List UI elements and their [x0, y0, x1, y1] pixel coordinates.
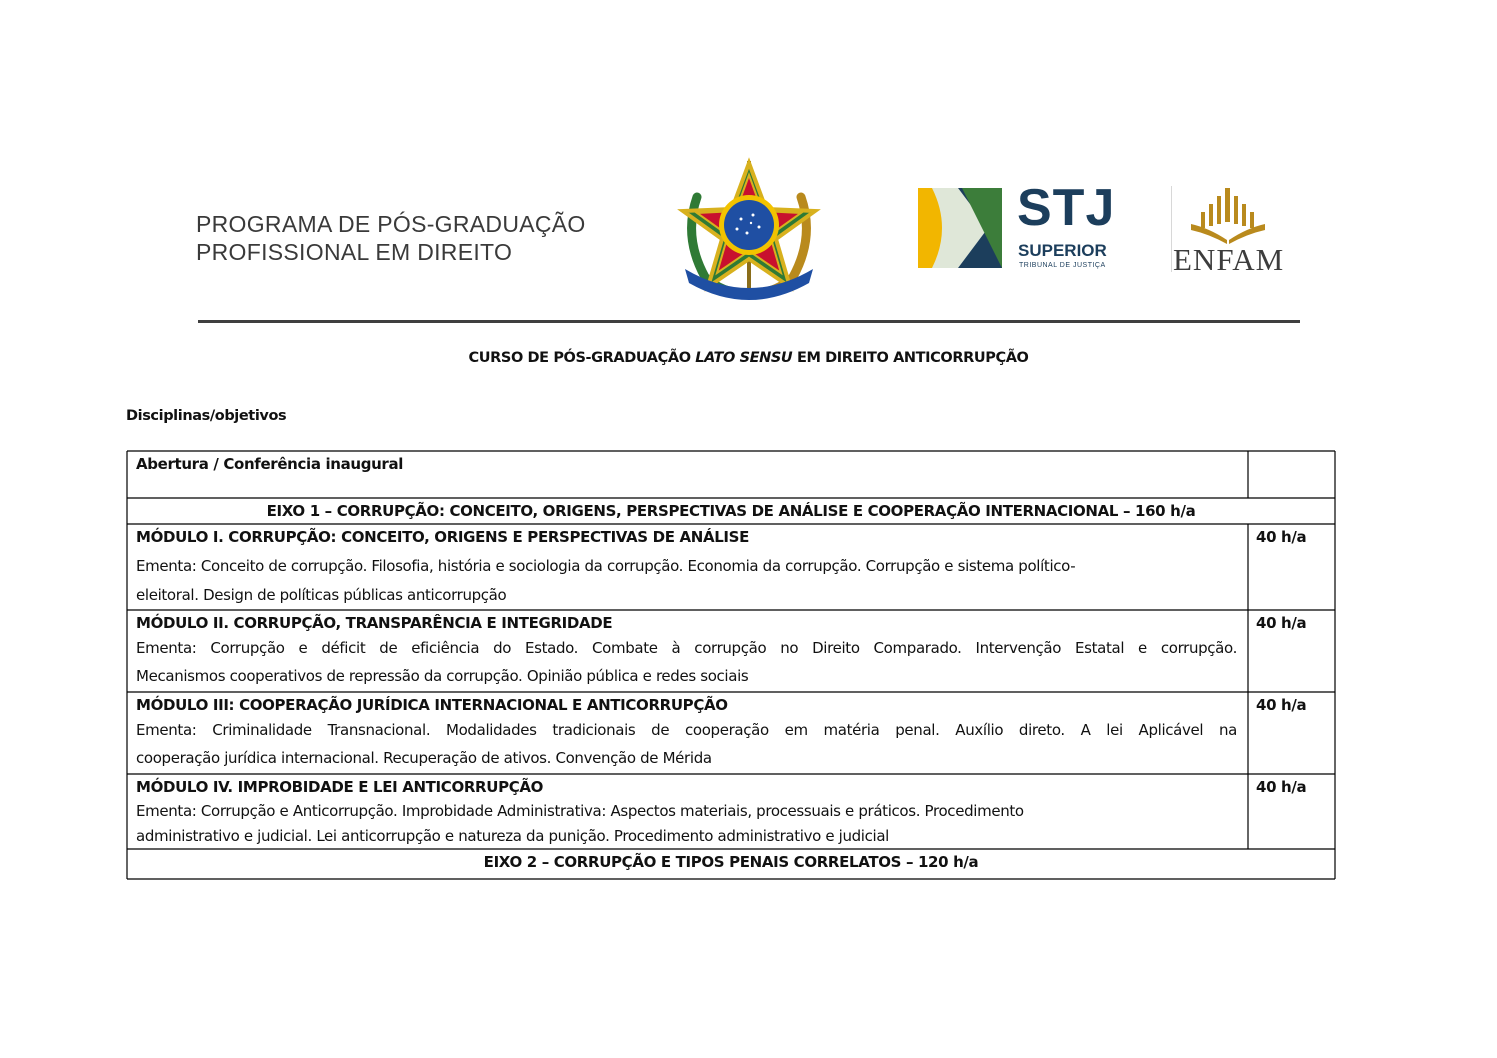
course-title	[0, 350, 1497, 366]
module-1-title: MÓDULO I. CORRUPÇÃO: CONCEITO, ORIGENS E PERSPECTIVAS DE ANÁLISE	[136, 528, 750, 546]
module-4-ementa-line1: Ementa: Corrupção e Anticorrupção. Improbidade Administrativa: Aspectos materiais, processuais e práticos. Procedimento	[136, 802, 1024, 820]
course-title-end: EM DIREITO ANTICORRUPÇÃO	[792, 350, 1029, 366]
module-3-title: MÓDULO III: COOPERAÇÃO JURÍDICA INTERNACIONAL E ANTICORRUPÇÃO	[136, 696, 728, 714]
module-3-hours: 40 h/a	[1256, 696, 1307, 714]
module-2-title: MÓDULO II. CORRUPÇÃO, TRANSPARÊNCIA E INTEGRIDADE	[136, 614, 613, 632]
module-4-hours: 40 h/a	[1256, 778, 1307, 796]
module-2-ementa-line2: Mecanismos cooperativos de repressão da corrupção. Opinião pública e redes sociais	[136, 667, 749, 685]
enfam-book-icon	[1185, 184, 1271, 246]
course-title-start: CURSO DE PÓS-GRADUAÇÃO	[468, 350, 696, 366]
module-4-ementa-line2: administrativo e judicial. Lei anticorrupção e natureza da punição. Procedimento administrativo e judicial	[136, 827, 889, 845]
coat-of-arms-icon	[677, 157, 821, 303]
logo-divider	[1171, 186, 1172, 272]
module-1-ementa-line1: Ementa: Conceito de corrupção. Filosofia, história e sociologia da corrupção. Economia da corrupção. Corrupção e sistema político-	[136, 557, 1076, 575]
stj-subtitle-small: TRIBUNAL DE JUSTIÇA	[1019, 262, 1106, 269]
module-2-hours: 40 h/a	[1256, 614, 1307, 632]
program-name	[196, 210, 586, 266]
module-1-ementa-line2: eleitoral. Design de políticas públicas anticorrupção	[136, 586, 507, 604]
axis1-header: EIXO 1 – CORRUPÇÃO: CONCEITO, ORIGENS, PERSPECTIVAS DE ANÁLISE E COOPERAÇÃO INTERNACIONAL – 160 h/a	[266, 502, 1196, 520]
section-label: Disciplinas/objetivos	[126, 408, 287, 424]
course-title-italic: LATO SENSU	[695, 350, 793, 366]
stj-title: STJ	[1017, 179, 1116, 237]
enfam-wordmark: ENFAM	[1173, 242, 1285, 277]
opening-cell: Abertura / Conferência inaugural	[136, 455, 404, 473]
header-rule	[198, 320, 1300, 323]
module-3-ementa-line2: cooperação jurídica internacional. Recuperação de ativos. Convenção de Mérida	[136, 749, 712, 767]
axis2-header: EIXO 2 – CORRUPÇÃO E TIPOS PENAIS CORRELATOS – 120 h/a	[483, 853, 979, 871]
program-name-line1: PROGRAMA DE PÓS-GRADUAÇÃO	[196, 211, 586, 237]
module-2-ementa-line1: Ementa: Corrupção e déficit de eficiência do Estado. Combate à corrupção no Direito Comparado. Intervenção Estatal e corrupção.	[136, 639, 1237, 657]
stj-subtitle: SUPERIOR	[1018, 241, 1107, 260]
program-name-line2: PROFISSIONAL EM DIREITO	[196, 239, 513, 265]
module-1-hours: 40 h/a	[1256, 528, 1307, 546]
module-3-ementa-line1: Ementa: Criminalidade Transnacional. Modalidades tradicionais de cooperação em matéria penal. Auxílio direto. A lei Aplicável na	[136, 721, 1237, 739]
module-4-title: MÓDULO IV. IMPROBIDADE E LEI ANTICORRUPÇÃO	[136, 778, 544, 796]
